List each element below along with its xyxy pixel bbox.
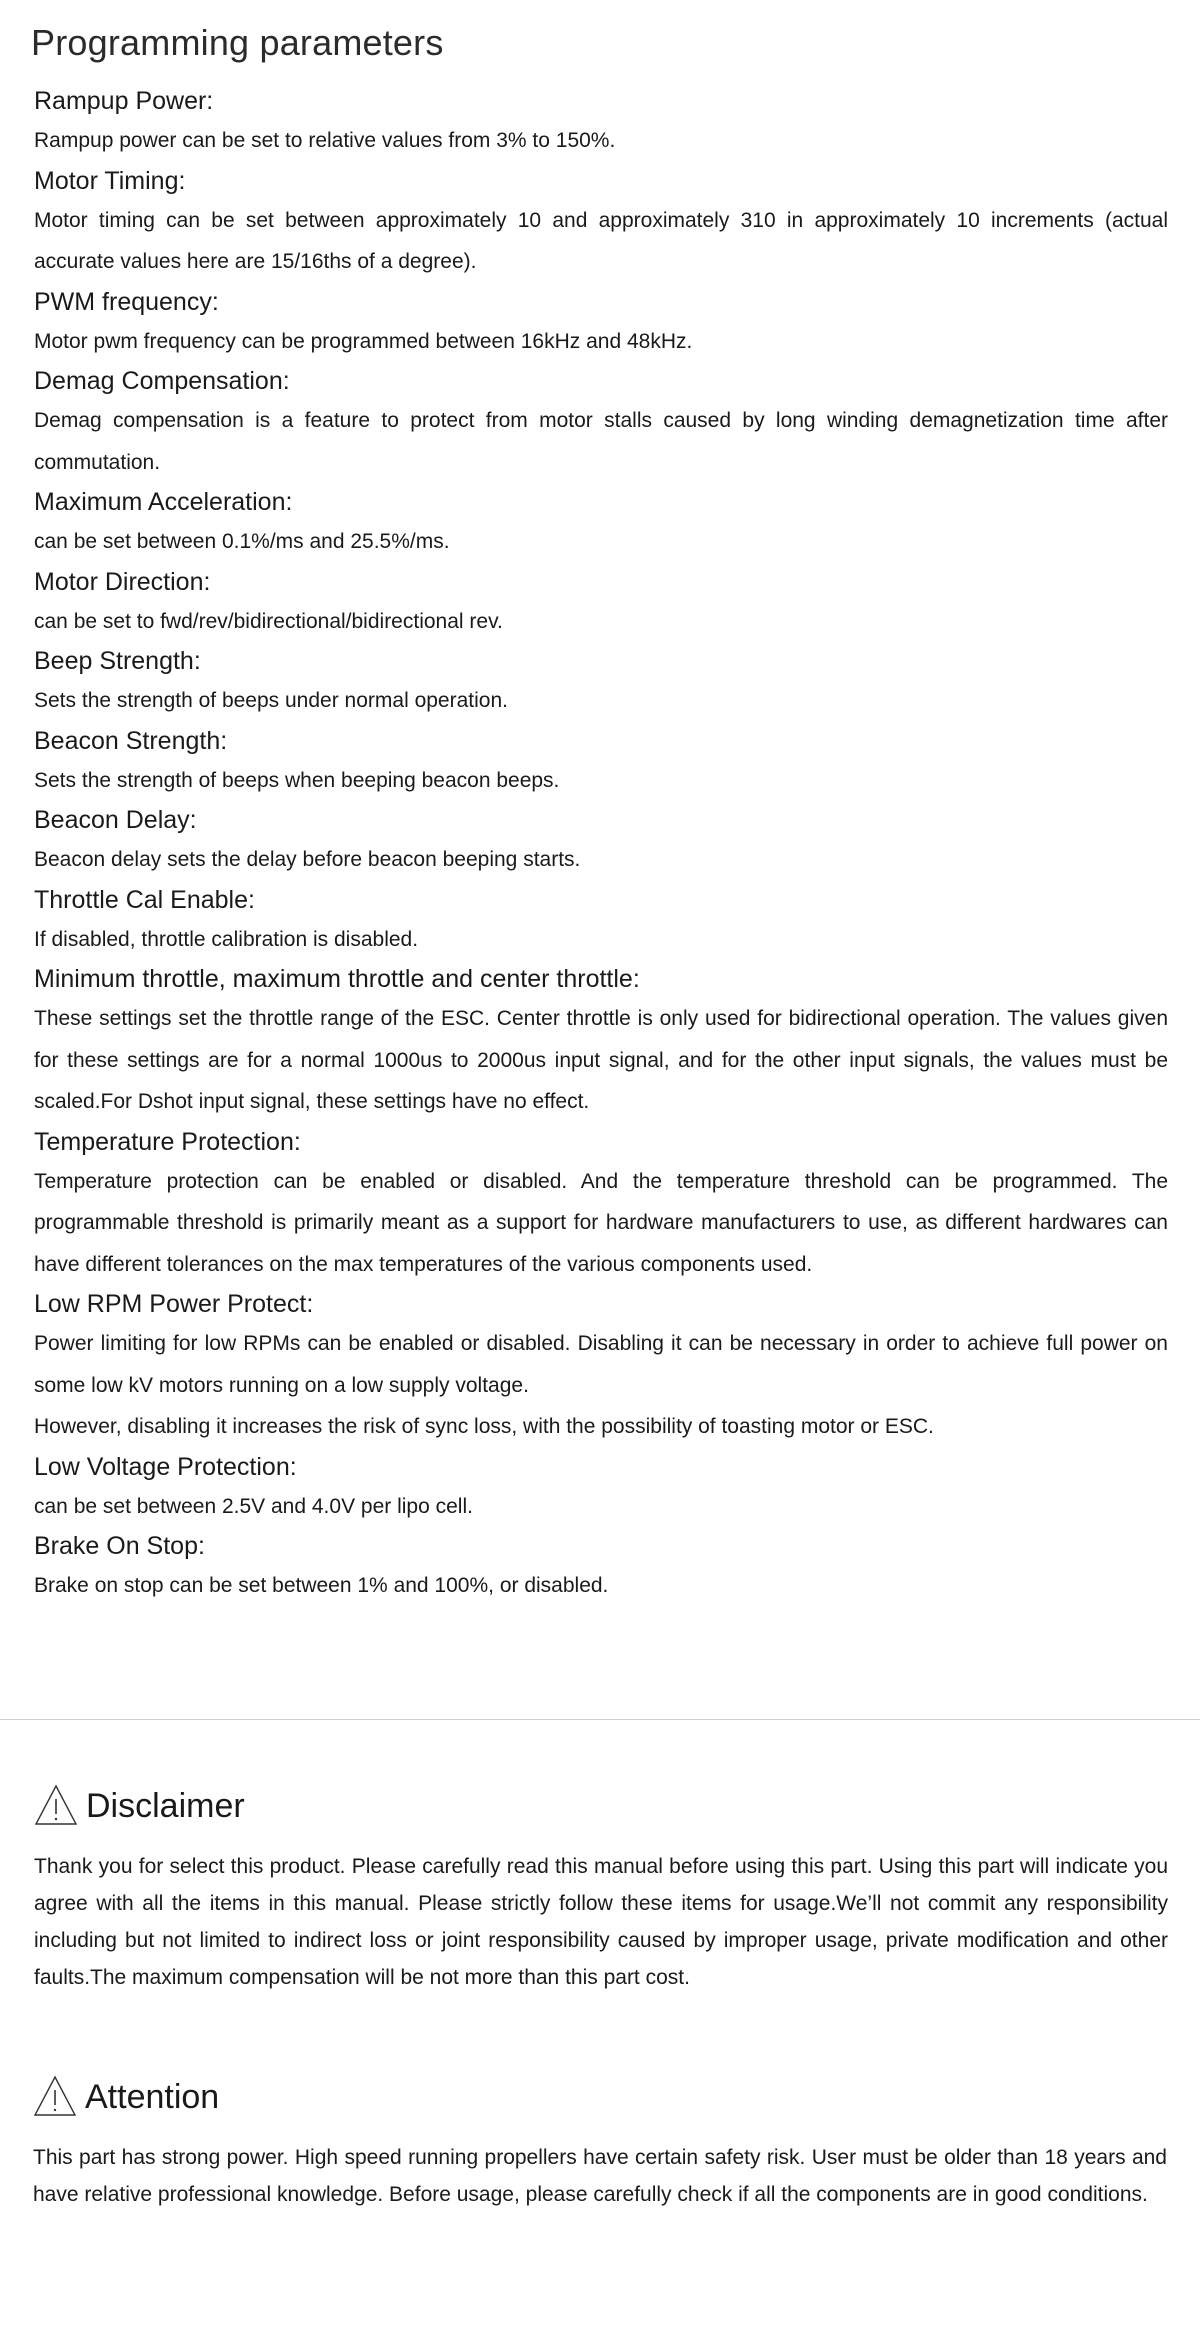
parameter-heading: Low RPM Power Protect:	[34, 1290, 314, 1318]
parameter-description: However, disabling it increases the risk of sync loss, with the possibility of toasting motor or ESC.	[34, 1415, 934, 1438]
parameter-maximum-acceleration	[34, 483, 1168, 563]
attention-section	[33, 2071, 1167, 2213]
parameter-description: Demag compensation is a feature to protect from motor stalls caused by long winding demagnetization time after commutation.	[34, 409, 1168, 474]
attention-text: This part has strong power. High speed running propellers have certain safety risk. User must be older than 18 years and have relative professional knowledge. Before usage, please carefully check if all the components are in good conditions.	[33, 2146, 1167, 2206]
parameter-heading: Rampup Power:	[34, 87, 214, 115]
parameter-description: can be set to fwd/rev/bidirectional/bidirectional rev.	[34, 609, 503, 633]
disclaimer-title: Disclaimer	[86, 1787, 245, 1825]
parameter-description: Brake on stop can be set between 1% and 100%, or disabled.	[34, 1574, 609, 1597]
page-title: Programming parameters	[31, 22, 444, 63]
parameter-heading: Temperature Protection:	[34, 1127, 301, 1156]
attention-header	[33, 2071, 1167, 2117]
parameter-heading: Brake On Stop:	[34, 1532, 205, 1560]
parameter-description: can be set between 2.5V and 4.0V per lipo cell.	[34, 1494, 473, 1518]
parameter-beacon-delay	[34, 801, 1168, 881]
parameter-description: Rampup power can be set to relative values from 3% to 150%.	[34, 129, 616, 152]
parameter-beacon-strength	[34, 722, 1168, 802]
attention-title: Attention	[85, 2078, 220, 2116]
parameter-low-voltage-protection	[34, 1448, 1168, 1528]
parameter-description: can be set between 0.1%/ms and 25.5%/ms.	[34, 530, 450, 553]
warning-triangle-icon	[33, 2075, 77, 2117]
parameter-heading: Motor Direction:	[34, 567, 211, 596]
parameter-temperature-protection	[34, 1123, 1168, 1286]
parameter-motor-direction	[34, 563, 1168, 643]
parameter-description: Motor timing can be set between approximately 10 and approximately 310 in approximately 10 increments (actual accurate values here are 15/16ths of a degree).	[34, 208, 1168, 273]
parameter-description: If disabled, throttle calibration is disabled.	[34, 927, 419, 951]
disclaimer-text: Thank you for select this product. Please carefully read this manual before using this part. Using this part will indicate you agree with all the items in this manual. Please strictly follow these items for usage.We’ll not commit any responsibility including but not limited to indirect loss or joint responsibility caused by improper usage, private modification and other faults.The maximum compensation will be not more than this part cost.	[34, 1855, 1168, 1989]
parameter-description: Beacon delay sets the delay before beacon beeping starts.	[34, 848, 581, 871]
parameter-heading: Motor Timing:	[34, 166, 186, 195]
parameter-heading: Low Voltage Protection:	[34, 1452, 297, 1481]
parameter-heading: PWM frequency:	[34, 287, 219, 316]
parameter-heading: Beacon Delay:	[34, 806, 197, 834]
parameter-description: Power limiting for low RPMs can be enabled or disabled. Disabling it can be necessary in order to achieve full power on some low kV motors running on a low supply voltage.	[34, 1332, 1168, 1397]
parameter-rampup-power	[34, 82, 1168, 162]
parameter-description: Motor pwm frequency can be programmed between 16kHz and 48kHz.	[34, 329, 693, 353]
parameter-description: These settings set the throttle range of the ESC. Center throttle is only used for bidirectional operation. The values given for these settings are for a normal 1000us to 2000us input signal, and for the other input signals, the values must be scaled.For Dshot input signal, these settings have no effect.	[34, 1007, 1168, 1113]
parameter-heading: Demag Compensation:	[34, 367, 290, 395]
parameter-heading: Maximum Acceleration:	[34, 488, 293, 516]
disclaimer-section	[34, 1780, 1168, 1996]
parameter-description: Temperature protection can be enabled or disabled. And the temperature threshold can be programmed. The programmable threshold is primarily meant as a support for hardware manufacturers to use, as different hardwares can have different tolerances on the max temperatures of the various components used.	[34, 1169, 1168, 1276]
parameter-description: Sets the strength of beeps under normal operation.	[34, 689, 508, 712]
parameter-brake-on-stop	[34, 1527, 1168, 1607]
parameter-beep-strength	[34, 642, 1168, 722]
parameter-heading: Beep Strength:	[34, 647, 201, 675]
section-divider	[0, 1719, 1200, 1720]
disclaimer-header	[34, 1780, 1168, 1826]
parameter-heading: Minimum throttle, maximum throttle and center throttle:	[34, 965, 640, 993]
parameter-throttle-range	[34, 960, 1168, 1123]
parameter-list	[34, 82, 1168, 1607]
parameter-throttle-cal-enable	[34, 881, 1168, 961]
parameter-description: Sets the strength of beeps when beeping beacon beeps.	[34, 768, 560, 792]
parameter-low-rpm-power-protect	[34, 1285, 1168, 1448]
parameter-heading: Throttle Cal Enable:	[34, 885, 255, 914]
parameter-pwm-frequency	[34, 283, 1168, 363]
warning-triangle-icon	[34, 1784, 78, 1826]
parameter-demag-compensation	[34, 362, 1168, 483]
parameter-motor-timing	[34, 162, 1168, 283]
parameter-heading: Beacon Strength:	[34, 726, 228, 755]
